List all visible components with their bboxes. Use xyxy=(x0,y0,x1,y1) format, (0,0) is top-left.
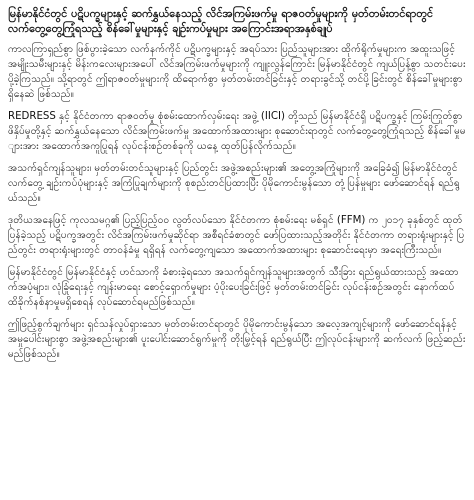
paragraph-4: ဒုတိယအနေဖြင့် ကုလသမဂ္ဂ၏ ပြည့်ပြည့်ဝဝ လွတ်လပ်သော နိုင်ငံတကာ စုံစမ်းရေး မစ်ရှင် (FFM) က ၂၀၁၇ ခုနှစ်တွင် ထုတ်ပြန်ခဲ့သည့် ပဋိပက္ခအတွင်း လိင်အကြမ်းဖက်မှုဆိုင်ရာ အစီရင်ခံစာတွင် ဖော်ပြထားသည့်အတိုင်း နိုင်ငံတကာ တရားရုံးများနှင့် ပြည်တွင်း တရားရုံးများတွင် တာဝန်ခံမှု ရရှိရန် လက်တွေ့ကျသော အထောက်အထားများ စုဆောင်းရေးမှာ အရေးကြီးသည်။ xyxy=(8,215,465,256)
paragraph-3: အသက်ရှင်ကျန်သူများ၊ မှတ်တမ်းတင်သူများနှင့် ပြည်တွင်း အဖွဲ့အစည်းများ၏ အတွေ့အကြုံများကို အခြေခံ၍ မြန်မာနိုင်ငံတွင် လက်တွေ့ ချဉ်းကပ်ပုံများနှင့် အကြံပြုချက်များကို စုစည်းတင်ပြထားပြီး ပိုမိုကောင်းမွန်သော တုံ့ပြန်မှုများ ဖော်ဆောင်ရန် ရည်ရွယ်သည်။ xyxy=(8,163,460,204)
paragraph-5: မြန်မာနိုင်ငံတွင် မြန်မာနိုင်ငံနှင့် ဟင်သာကို ခံစားခဲ့ရသော အသက်ရှင်ကျန်သူများအတွက် သီးခြား ရည်ရွယ်ထားသည့် အထောက်အပံ့များ၊ လုံခြုံရေးနှင့် ကျန်းမာရေး စောင့်ရှောက်မှုများ ပံ့ပိုးပေးခြင်းဖြင့် မှတ်တမ်းတင်ခြင်း လုပ်ငန်းစဉ်အတွင်း နောက်ထပ် ထိခိုက်နစ်နာမှုမရှိစေရန် လုပ်ဆောင်ရမည်ဖြစ်သည်။ xyxy=(8,267,459,308)
document-title: မြန်မာနိုင်ငံတွင် ပဋိပက္ခများနှင့် ဆက်နွှယ်နေသည့် လိင်အကြမ်းဖက်မှု ရာဇဝတ်မှုများကို မှတ်တမ်းတင်ရာတွင် လက်တွေ့တွေ့ကြုံရသည့် စိန်ခေါ်မှုများနှင့် ချဉ်းကပ်မှုများ အကြောင်းအရာအနှစ်ချုပ် xyxy=(8,7,434,35)
paragraph-6: ဤဖြည့်စွက်ချက်များ ရှင်သန်လှုပ်ရှားသော မှတ်တမ်းတင်ရာတွင် ပိုမိုကောင်းမွန်သော အလေ့အကျင့်များကို ဖော်ဆောင်ရန်နှင့် အမှုပေါင်းများစွာ အဖွဲ့အစည်းများ၏ ပူးပေါင်းဆောင်ရွက်မှုကို တိုးမြှင့်ရန် ရည်ရွယ်ပြီး ဤလုပ်ငန်းများကို ဆက်လက် ဖြည့်ဆည်းမည်ဖြစ်သည်။ xyxy=(8,319,466,360)
paragraph-2: REDRESS နှင့် နိုင်ငံတကာ ရာဇဝတ်မှု စုံစမ်းထောက်လှမ်းရေး အဖွဲ့ (IICI) တို့သည် မြန်မာနိုင်ငံရှိ ပဋိပက္ခနှင့် ကြမ်းကြုတ်စွာ ဖိနှိပ်မှုတို့နှင့် ဆက်နွှယ်နေသော လိင်အကြမ်းဖက်မှု အထောက်အထားများ စုဆောင်းရာတွင် လက်တွေ့တွေ့ကြုံရသည့် စိန်ခေါ်မှုများအား အထောက်အကူပြုရန် လုပ်ငန်းစဉ်တစ်ခုကို ယနေ့ ထုတ်ပြန်လိုက်သည်။ xyxy=(8,111,466,152)
paragraph-1: ကာလကြာရှည်စွာ ဖြစ်ပွားခဲ့သော လက်နက်ကိုင် ပဋိပက္ခများနှင့် အရပ်သား ပြည်သူများအား ထိုက်ရိုက်မှုများက အထူးသဖြင့် အမျိုးသမီးများနှင့် မိန်းကလေးများအပေါ် လိင်အကြမ်းဖက်မှုများကို ကျူးလွန်ကြောင်း မြန်မာနိုင်ငံတွင် ကျယ်ပြန့်စွာ သတင်းပေးပို့ခဲ့ကြသည်။ သို့ရာတွင် ဤရာဇဝတ်မှုများကို ထိရောက်စွာ မှတ်တမ်းတင်ခြင်းနှင့် တရားခွင်သို့ တင်ပို့ခြင်းတွင် စိန်ခေါ်မှုများစွာ ရှိနေဆဲ ဖြစ်သည်။ xyxy=(8,44,466,100)
